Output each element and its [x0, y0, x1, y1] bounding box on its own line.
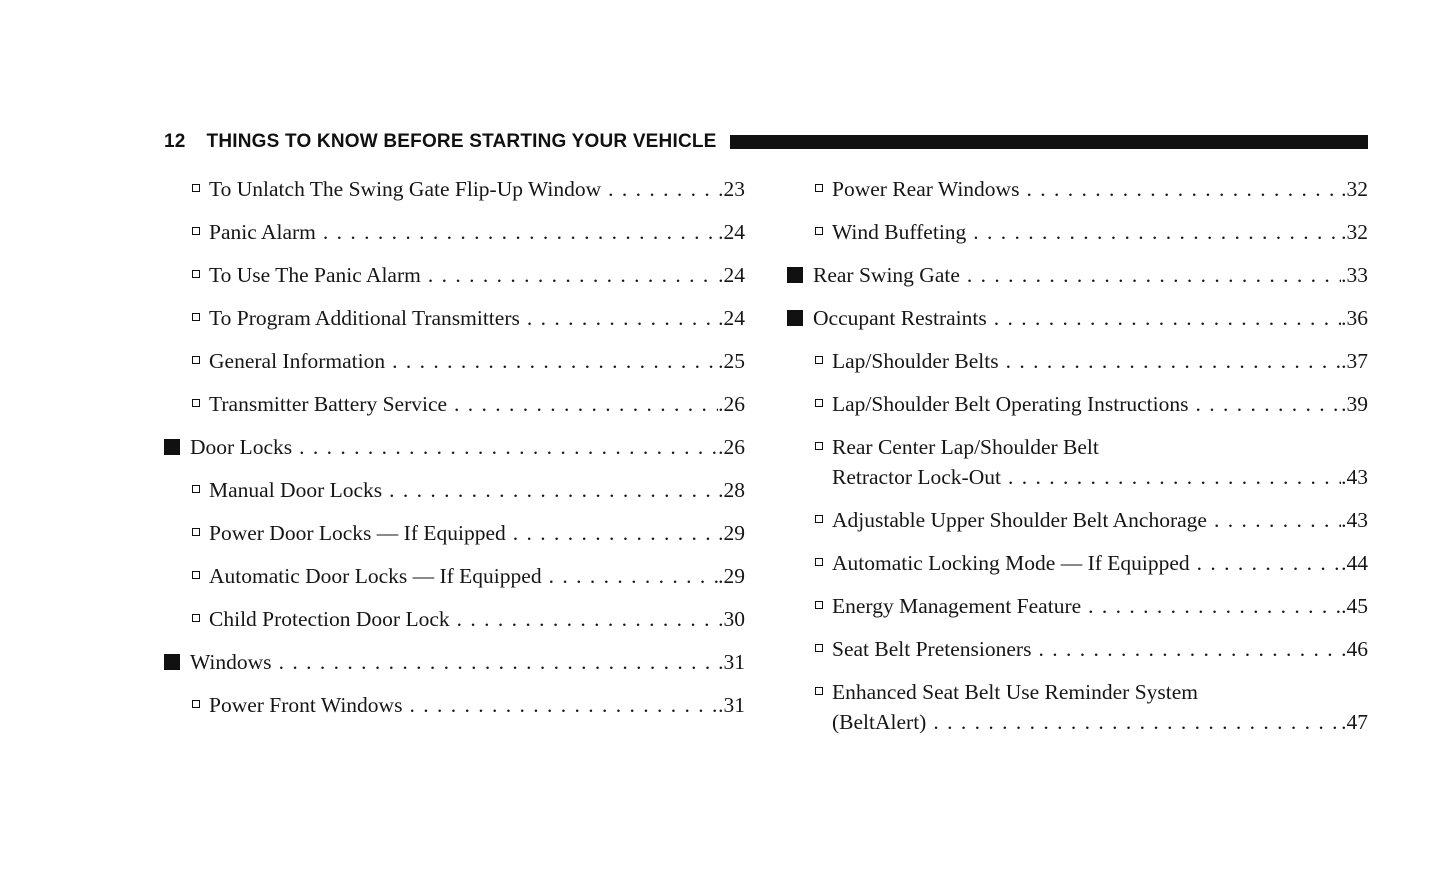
toc-entry-label: Lap/Shoulder Belts — [832, 349, 999, 373]
toc-entry — [787, 217, 1368, 247]
dot-leader — [601, 174, 718, 204]
toc-entry — [164, 217, 745, 247]
toc-entry — [787, 677, 1368, 737]
dot-leader — [1031, 634, 1341, 664]
open-square-bullet-icon — [815, 644, 823, 652]
toc-entry — [164, 647, 745, 677]
toc-entry-label: Door Locks — [190, 435, 293, 459]
toc-entry — [164, 389, 745, 419]
dot-leader — [1001, 462, 1341, 492]
toc-entry-label: Retractor Lock-Out — [832, 465, 1001, 489]
toc-entry-label: Enhanced Seat Belt Use Reminder System — [832, 680, 1199, 704]
solid-square-bullet-icon — [164, 654, 180, 670]
toc-entry-page: .29 — [718, 564, 745, 588]
toc-entry — [787, 591, 1368, 621]
solid-square-bullet-icon — [787, 267, 803, 283]
open-square-bullet-icon — [192, 528, 200, 536]
toc-entry-page: .36 — [1341, 306, 1368, 330]
open-square-bullet-icon — [815, 442, 823, 450]
toc-entry — [787, 174, 1368, 204]
toc-entry-page: .24 — [718, 263, 745, 287]
toc-entry-label: General Information — [209, 349, 386, 373]
toc-entry — [787, 548, 1368, 578]
toc-entry-label: Wind Buffeting — [832, 220, 967, 244]
toc-entry-label: Adjustable Upper Shoulder Belt Anchorage — [832, 508, 1207, 532]
toc-entry-page: .46 — [1341, 637, 1368, 661]
toc-entry-label: Energy Management Feature — [832, 594, 1082, 618]
toc-entry-label: To Program Additional Transmitters — [209, 306, 520, 330]
open-square-bullet-icon — [192, 700, 200, 708]
toc-entry-page: .37 — [1341, 349, 1368, 373]
page-number: 12 — [164, 131, 186, 152]
dot-leader — [987, 303, 1341, 333]
toc-entry-page: .26 — [718, 392, 745, 416]
open-square-bullet-icon — [192, 356, 200, 364]
open-square-bullet-icon — [192, 227, 200, 235]
toc-entry — [787, 346, 1368, 376]
header-rule-bar — [730, 135, 1368, 149]
toc-entry — [164, 561, 745, 591]
open-square-bullet-icon — [192, 485, 200, 493]
toc-entry-label: To Use The Panic Alarm — [209, 263, 421, 287]
dot-leader — [447, 389, 718, 419]
toc-entry-page: .24 — [718, 306, 745, 330]
open-square-bullet-icon — [192, 184, 200, 192]
open-square-bullet-icon — [815, 356, 823, 364]
toc-entry — [164, 303, 745, 333]
toc-column-right — [787, 174, 1368, 750]
toc-entry-label: Seat Belt Pretensioners — [832, 637, 1032, 661]
toc-entry-page: .30 — [718, 607, 745, 631]
toc-entry-page: .32 — [1341, 220, 1368, 244]
toc-entry-page: .29 — [718, 521, 745, 545]
open-square-bullet-icon — [192, 571, 200, 579]
toc-entry-page: .44 — [1341, 551, 1368, 575]
toc-entry — [787, 505, 1368, 535]
dot-leader — [1207, 505, 1341, 535]
dot-leader — [1190, 548, 1341, 578]
toc-entry — [164, 475, 745, 505]
open-square-bullet-icon — [815, 687, 823, 695]
toc-entry — [164, 690, 745, 720]
open-square-bullet-icon — [192, 399, 200, 407]
toc-entry-label: Power Front Windows — [209, 693, 403, 717]
toc-entry — [164, 432, 745, 462]
dot-leader — [1081, 591, 1341, 621]
toc-entry-page: .26 — [718, 435, 745, 459]
toc-entry-page: .31 — [718, 693, 745, 717]
open-square-bullet-icon — [815, 558, 823, 566]
toc-entry-label: Panic Alarm — [209, 220, 316, 244]
toc-entry-page: .47 — [1341, 710, 1368, 734]
dot-leader — [542, 561, 719, 591]
toc-entry — [164, 174, 745, 204]
page-header — [164, 131, 1368, 153]
open-square-bullet-icon — [192, 270, 200, 278]
toc-entry-label: Rear Center Lap/Shoulder Belt — [832, 435, 1099, 459]
toc-entry-label: To Unlatch The Swing Gate Flip-Up Window — [209, 177, 602, 201]
toc-entry-label: Power Door Locks — If Equipped — [209, 521, 506, 545]
toc-entry-page: .31 — [718, 650, 745, 674]
dot-leader — [292, 432, 718, 462]
toc-entry-label: Manual Door Locks — [209, 478, 383, 502]
toc-entry — [787, 260, 1368, 290]
toc-entry — [787, 389, 1368, 419]
dot-leader — [999, 346, 1342, 376]
toc-entry-page: .32 — [1341, 177, 1368, 201]
toc-entry — [787, 303, 1368, 333]
toc-entry — [164, 518, 745, 548]
toc-entry-label: Lap/Shoulder Belt Operating Instructions — [832, 392, 1189, 416]
dot-leader — [402, 690, 718, 720]
toc-entry — [787, 432, 1368, 492]
toc-entry-page: .23 — [718, 177, 745, 201]
dot-leader — [960, 260, 1341, 290]
toc-entry — [164, 604, 745, 634]
open-square-bullet-icon — [815, 515, 823, 523]
dot-leader — [316, 217, 718, 247]
toc-entry-page: .25 — [718, 349, 745, 373]
dot-leader — [520, 303, 718, 333]
open-square-bullet-icon — [815, 227, 823, 235]
open-square-bullet-icon — [192, 313, 200, 321]
toc-entry-label: Power Rear Windows — [832, 177, 1020, 201]
toc-entry-label: (BeltAlert) — [832, 710, 927, 734]
toc-entry-label: Windows — [190, 650, 272, 674]
dot-leader — [272, 647, 719, 677]
toc-entry-page: .43 — [1341, 508, 1368, 532]
dot-leader — [450, 604, 718, 634]
page-title: THINGS TO KNOW BEFORE STARTING YOUR VEHICLE — [206, 131, 717, 152]
toc-entry-label: Child Protection Door Lock — [209, 607, 450, 631]
toc-entry-label: Transmitter Battery Service — [209, 392, 448, 416]
toc-entry-page: .24 — [718, 220, 745, 244]
toc-column-left — [164, 174, 745, 750]
toc-entry-page: .39 — [1341, 392, 1368, 416]
open-square-bullet-icon — [815, 601, 823, 609]
toc-entry — [787, 634, 1368, 664]
dot-leader — [966, 217, 1341, 247]
solid-square-bullet-icon — [787, 310, 803, 326]
dot-leader — [385, 346, 718, 376]
toc-entry-label: Occupant Restraints — [813, 306, 987, 330]
toc-entry-label: Rear Swing Gate — [813, 263, 960, 287]
toc-columns — [164, 174, 1368, 750]
dot-leader — [1188, 389, 1341, 419]
dot-leader — [382, 475, 718, 505]
dot-leader — [926, 707, 1341, 737]
toc-entry-page: .45 — [1341, 594, 1368, 618]
solid-square-bullet-icon — [164, 439, 180, 455]
toc-entry-label: Automatic Door Locks — If Equipped — [209, 564, 542, 588]
toc-entry-page: .33 — [1341, 263, 1368, 287]
toc-entry — [164, 346, 745, 376]
dot-leader — [1019, 174, 1341, 204]
open-square-bullet-icon — [192, 614, 200, 622]
dot-leader — [506, 518, 718, 548]
toc-entry-page: .28 — [718, 478, 745, 502]
toc-entry-label: Automatic Locking Mode — If Equipped — [832, 551, 1190, 575]
open-square-bullet-icon — [815, 399, 823, 407]
toc-entry-page: .43 — [1341, 465, 1368, 489]
toc-entry — [164, 260, 745, 290]
dot-leader — [421, 260, 718, 290]
open-square-bullet-icon — [815, 184, 823, 192]
